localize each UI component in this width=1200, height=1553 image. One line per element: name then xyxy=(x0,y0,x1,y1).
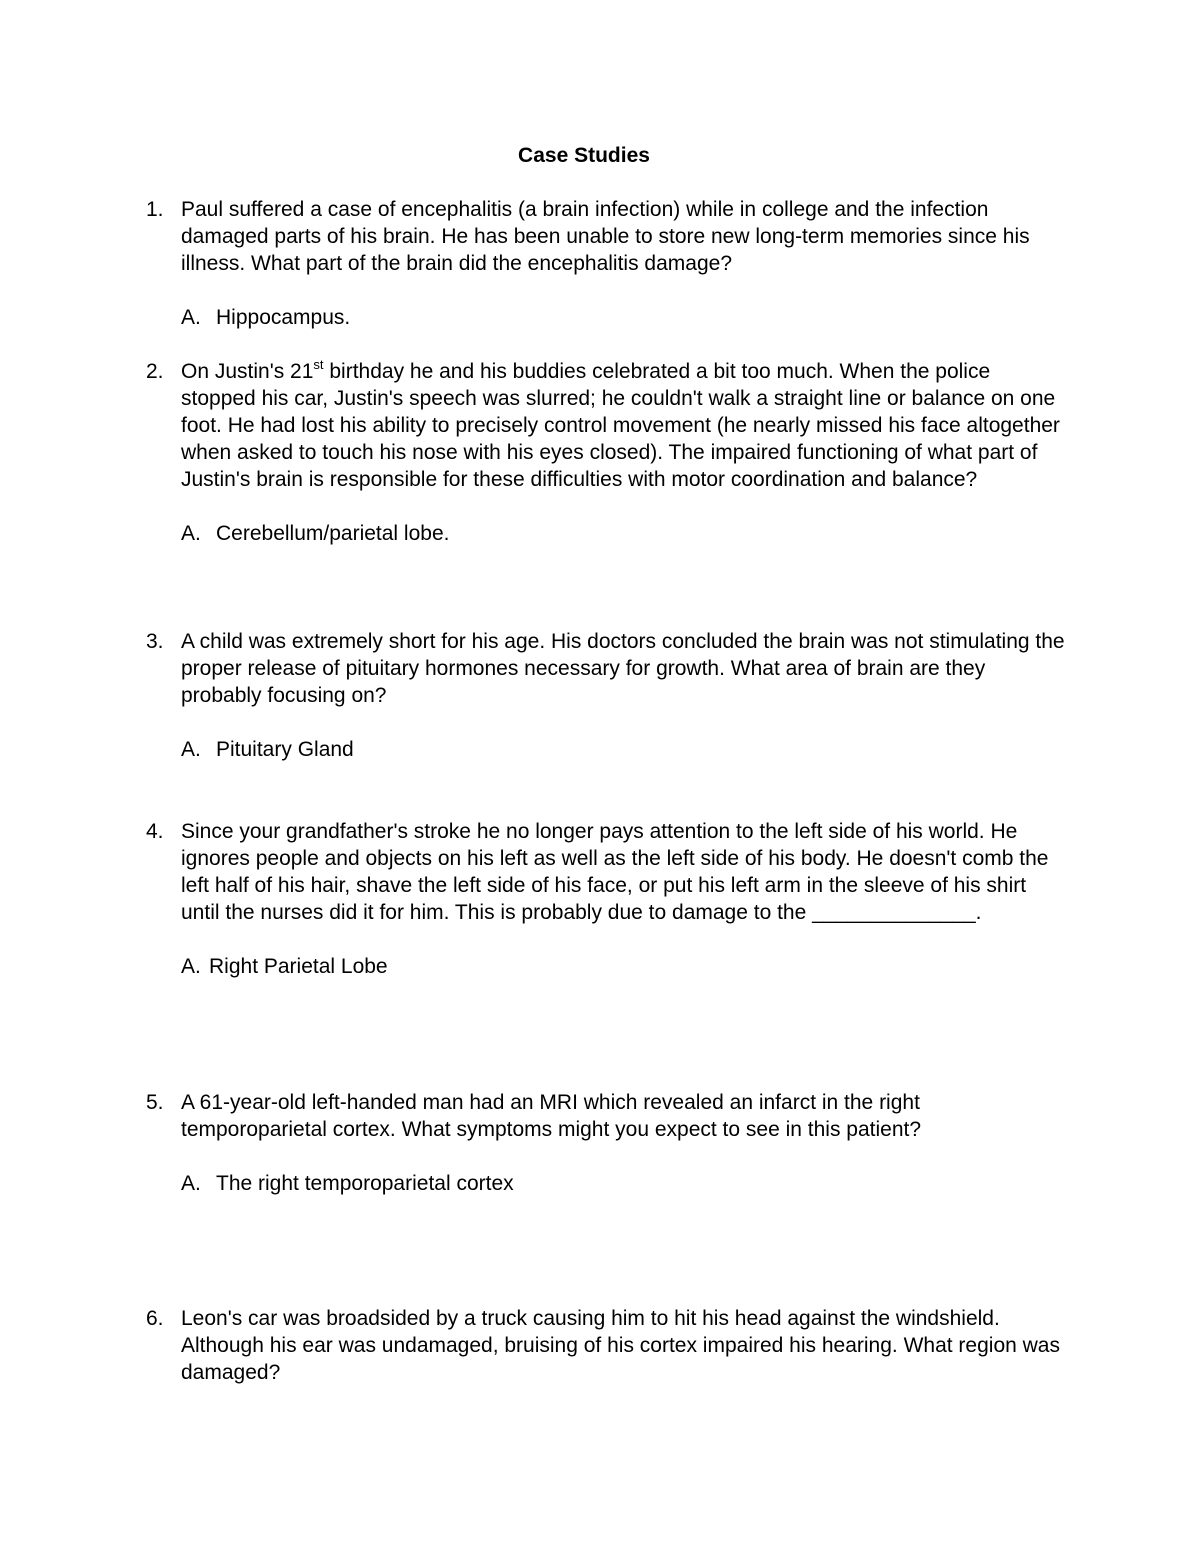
question-5 xyxy=(146,1089,1066,1197)
question-text-rest: birthday he and his buddies celebrated a bit too much. When the police stopped his car, Justin's speech was slurred; he couldn't walk a straight line or balance on one foot. He had lost his ability to precisely control movement (he nearly missed his face altogether when asked to touch his nose with his eyes closed). The impaired functioning of what part of Justin's brain is responsible for these difficulties with motor coordination and balance? xyxy=(181,360,1060,491)
question-number: 5. xyxy=(146,1091,164,1114)
question-number: 1. xyxy=(146,198,164,221)
answer xyxy=(181,1170,1066,1197)
question-text: Leon's car was broadsided by a truck causing him to hit his head against the windshield. Although his ear was undamaged, bruising of his cortex impaired his hearing. What region was damaged? xyxy=(181,1307,1060,1384)
answer-prefix: A. xyxy=(181,522,201,545)
answer-text: Hippocampus. xyxy=(216,306,351,329)
answer-text: The right temporoparietal cortex xyxy=(216,1172,514,1195)
answer-prefix: A. xyxy=(181,955,201,978)
question-1 xyxy=(146,196,1066,331)
question-text-start: On Justin's 21 xyxy=(181,360,314,383)
ordinal-superscript: st xyxy=(313,357,324,372)
answer xyxy=(181,520,1066,547)
question-text: Since your grandfather's stroke he no longer pays attention to the left side of his world. He ignores people and objects on his left as well as the left side of his body. He doesn't comb the left half of his hair, shave the left side of his face, or put his left arm in the sleeve of his shirt until the nurses did it for him. This is probably due to damage to the ______________. xyxy=(181,820,1049,924)
question-6 xyxy=(146,1305,1066,1386)
question-text: Paul suffered a case of encephalitis (a brain infection) while in college and the infection damaged parts of his brain. He has been unable to store new long-term memories since his illness. What part of the brain did the encephalitis damage? xyxy=(181,198,1030,275)
question-text: A child was extremely short for his age. His doctors concluded the brain was not stimulating the proper release of pituitary hormones necessary for growth. What area of brain are they probably focusing on? xyxy=(181,630,1065,707)
question-3 xyxy=(146,628,1066,763)
question-text: A 61-year-old left-handed man had an MRI which revealed an infarct in the right temporoparietal cortex. What symptoms might you expect to see in this patient? xyxy=(181,1091,922,1141)
answer-text: Cerebellum/parietal lobe. xyxy=(216,522,450,545)
answer xyxy=(181,953,1066,980)
page-title: Case Studies xyxy=(518,144,650,167)
answer-text: Pituitary Gland xyxy=(216,738,354,761)
question-4 xyxy=(146,818,1066,980)
answer-prefix: A. xyxy=(181,738,201,761)
answer-text: Right Parietal Lobe xyxy=(209,955,388,978)
question-number: 2. xyxy=(146,360,164,383)
question-text xyxy=(181,358,1066,493)
question-number: 4. xyxy=(146,820,164,843)
answer-prefix: A. xyxy=(181,306,201,329)
answer xyxy=(181,304,1066,331)
answer xyxy=(181,736,1066,763)
answer-prefix: A. xyxy=(181,1172,201,1195)
question-number: 3. xyxy=(146,630,164,653)
question-2 xyxy=(146,358,1066,547)
question-number: 6. xyxy=(146,1307,164,1330)
